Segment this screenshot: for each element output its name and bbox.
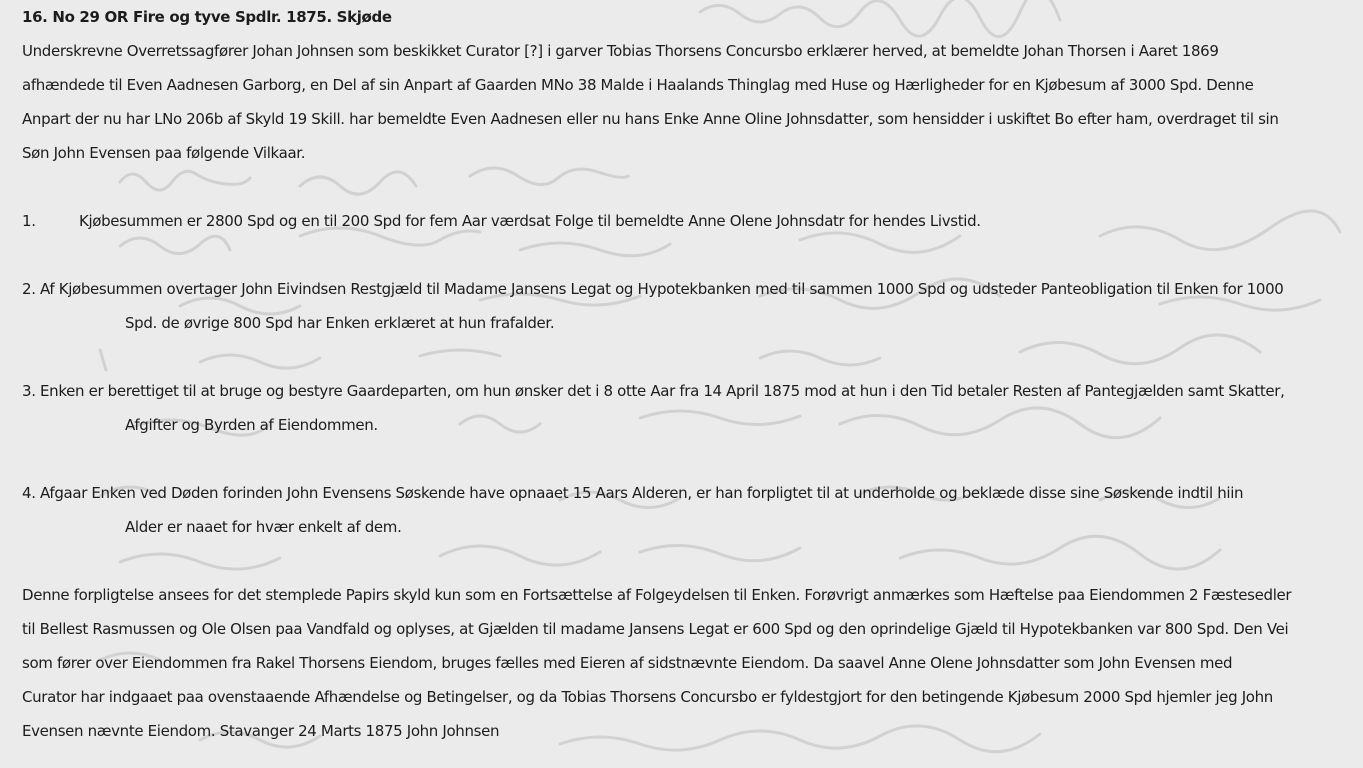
blank-line xyxy=(22,544,1352,578)
item-1-text: Kjøbesummen er 2800 Spd og en til 200 Spd for fem Aar værdsat Folge til bemeldte Anne Olene Johnsdatr for hendes Livstid. xyxy=(79,212,981,230)
item-2-line: Spd. de øvrige 800 Spd har Enken erklæret at hun frafalder. xyxy=(125,314,555,332)
intro-line: Anpart der nu har LNo 206b af Skyld 19 Skill. har bemeldte Even Aadnesen eller nu hans Enke Anne Oline Johnsdatter, som hensidder i uskiftet Bo efter ham, overdraget til sin xyxy=(22,110,1279,128)
closing-line: til Bellest Rasmussen og Ole Olsen paa Vandfald og oplyses, at Gjælden til madame Jansens Legat er 600 Spd og den oprindelige Gjæld til Hypotekbanken var 800 Spd. Den Vei xyxy=(22,620,1289,638)
transcription-document xyxy=(22,0,1352,748)
item-1 xyxy=(22,204,1352,238)
closing-line: Curator har indgaaet paa ovenstaaende Afhændelse og Betingelser, og da Tobias Thorsens Concursbo er fyldestgjort for den betingende Kjøbesum 2000 Spd hjemler jeg John xyxy=(22,688,1273,706)
closing-line: Denne forpligtelse ansees for det stemplede Papirs skyld kun som en Fortsættelse af Folgeydelsen til Enken. Forøvrigt anmærkes som Hæftelse paa Eiendommen 2 Fæstesedler xyxy=(22,586,1292,604)
item-3-line: Afgifter og Byrden af Eiendommen. xyxy=(125,416,378,434)
item-4-line: 4. Afgaar Enken ved Døden forinden John Evensens Søskende have opnaaet 15 Aars Alderen, er han forpligtet til at underholde og beklæde disse sine Søskende indtil hiin xyxy=(22,484,1244,502)
intro-line: Søn John Evensen paa følgende Vilkaar. xyxy=(22,144,306,162)
item-3-line: 3. Enken er berettiget til at bruge og bestyre Gaardeparten, om hun ønsker det i 8 otte Aar fra 14 April 1875 mod at hun i den Tid betaler Resten af Pantegjælden samt Skatter, xyxy=(22,382,1285,400)
item-1-number: 1. xyxy=(22,212,36,230)
intro-line: Underskrevne Overretssagfører Johan Johnsen som beskikket Curator [?] i garver Tobias Thorsens Concursbo erklærer herved, at bemeldte Johan Thorsen i Aaret 1869 xyxy=(22,42,1219,60)
blank-line xyxy=(22,340,1352,374)
document-title: 16. No 29 OR Fire og tyve Spdlr. 1875. Skjøde xyxy=(22,8,392,26)
blank-line xyxy=(22,170,1352,204)
blank-line xyxy=(22,238,1352,272)
closing-line: Evensen nævnte Eiendom. Stavanger 24 Marts 1875 John Johnsen xyxy=(22,722,500,740)
item-2-line: 2. Af Kjøbesummen overtager John Eivindsen Restgjæld til Madame Jansens Legat og Hypotekbanken med til sammen 1000 Spd og udsteder Panteobligation til Enken for 1000 xyxy=(22,280,1284,298)
blank-line xyxy=(22,442,1352,476)
intro-line: afhændede til Even Aadnesen Garborg, en Del af sin Anpart af Gaarden MNo 38 Malde i Haalands Thinglag med Huse og Hærligheder for en Kjøbesum af 3000 Spd. Denne xyxy=(22,76,1254,94)
closing-line: som fører over Eiendommen fra Rakel Thorsens Eiendom, bruges fælles med Eieren af sidstnævnte Eiendom. Da saavel Anne Olene Johnsdatter som John Evensen med xyxy=(22,654,1233,672)
item-4-line: Alder er naaet for hvær enkelt af dem. xyxy=(125,518,402,536)
